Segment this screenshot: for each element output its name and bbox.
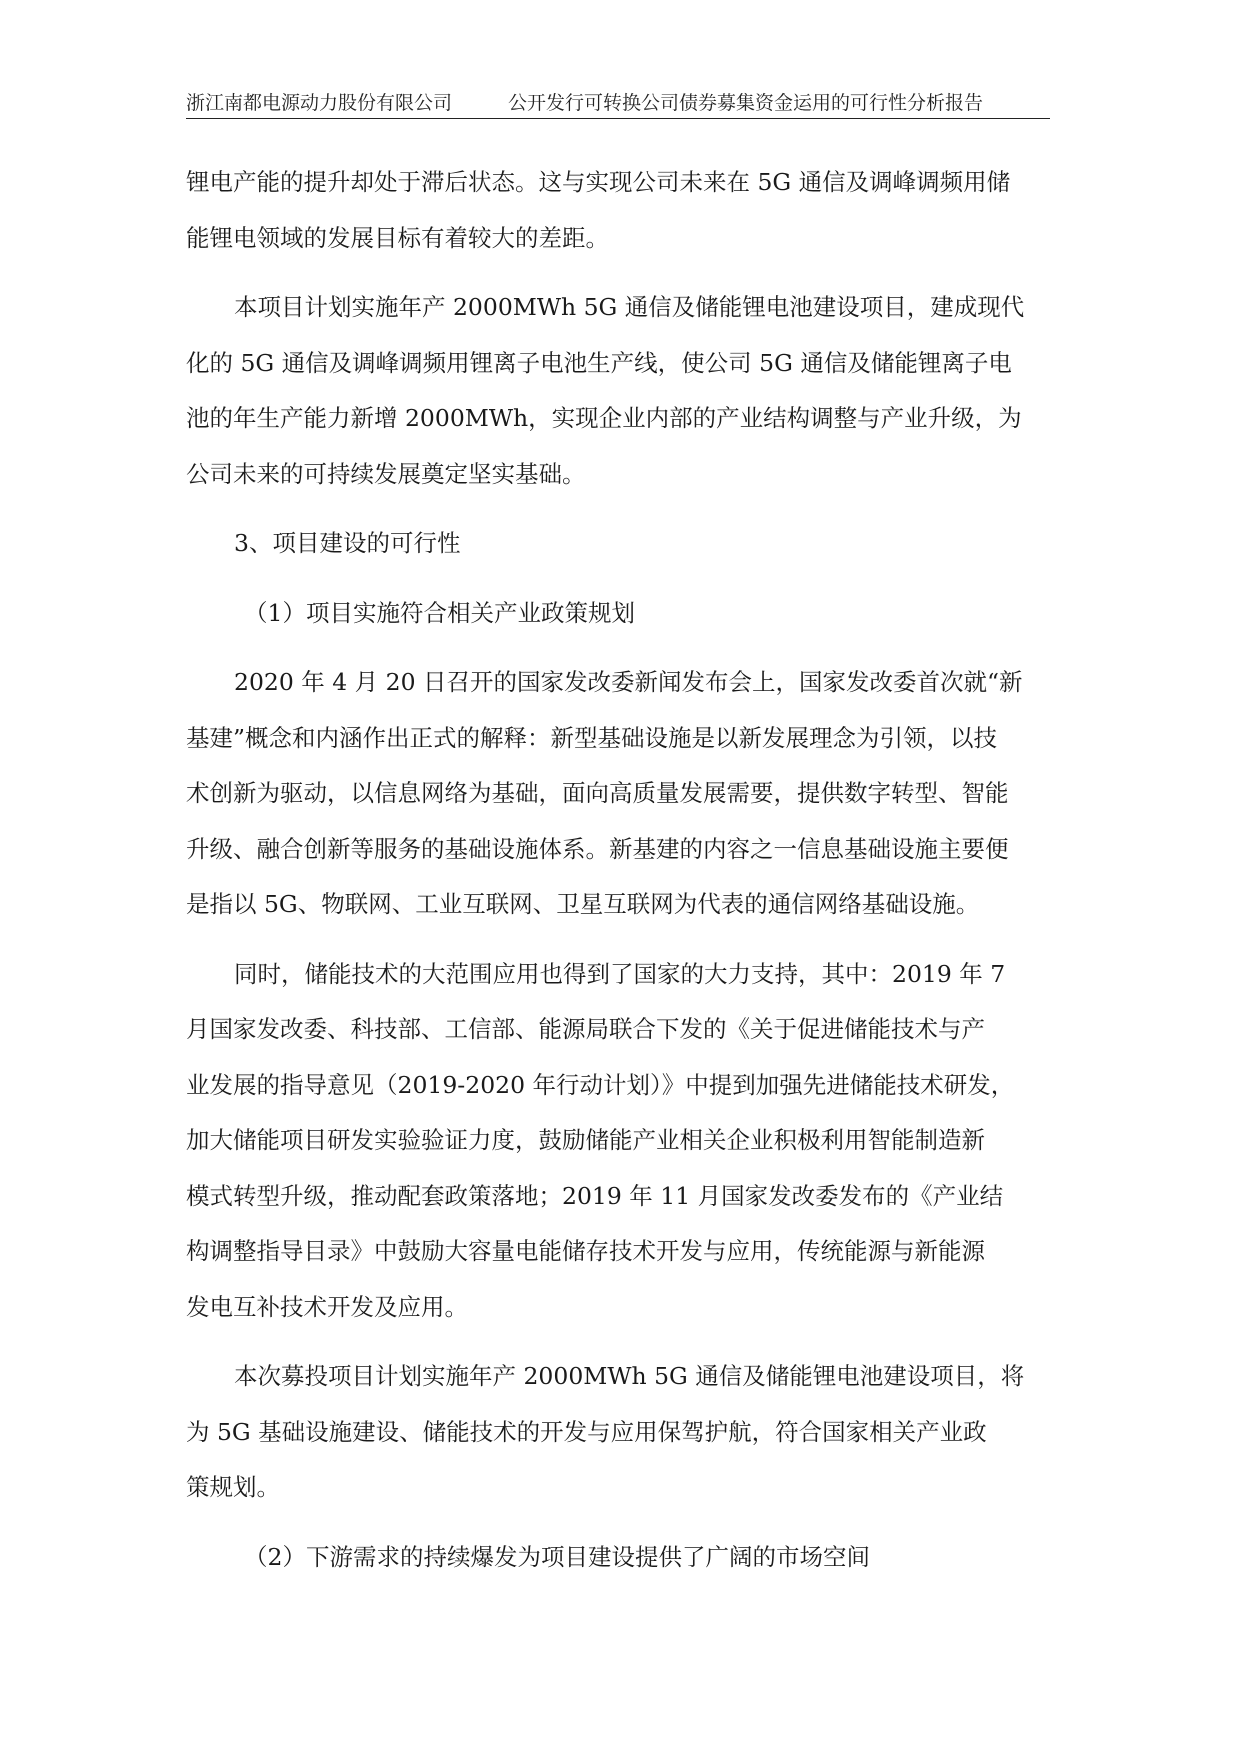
header-company-name: 浙江南都电源动力股份有限公司	[186, 92, 453, 114]
text-line: 业发展的指导意见（2019-2020 年行动计划）》中提到加强先进储能技术研发，	[186, 1070, 1015, 1099]
text-line: 模式转型升级，推动配套政策落地；2019 年 11 月国家发改委发布的《产业结	[186, 1181, 1004, 1210]
subsection-heading-policy: （1）项目实施符合相关产业政策规划	[244, 598, 635, 627]
text-line: 基建”概念和内涵作出正式的解释：新型基础设施是以新发展理念为引领，以技	[186, 723, 998, 752]
text-line: 能锂电领域的发展目标有着较大的差距。	[186, 223, 609, 252]
paragraph-project-conformity	[186, 1349, 1066, 1516]
section-heading-feasibility: 3、项目建设的可行性	[234, 529, 461, 557]
text-line: 发电互补技术开发及应用。	[186, 1292, 468, 1321]
subsection-heading-market-demand: （2）下游需求的持续爆发为项目建设提供了广阔的市场空间	[244, 1542, 870, 1571]
text-line: 为 5G 基础设施建设、储能技术的开发与应用保驾护航，符合国家相关产业政	[186, 1417, 987, 1446]
text-line: 化的 5G 通信及调峰调频用锂离子电池生产线，使公司 5G 通信及储能锂离子电	[186, 348, 1012, 377]
text-line: 策规划。	[186, 1473, 280, 1501]
paragraph-new-infrastructure	[186, 655, 1066, 933]
paragraph-capacity-lag	[186, 155, 1066, 266]
paragraph-project-plan	[186, 280, 1066, 502]
text-line: 加大储能项目研发实验验证力度，鼓励储能产业相关企业积极利用智能制造新	[186, 1126, 985, 1154]
text-line: 本次募投项目计划实施年产 2000MWh 5G 通信及储能锂电池建设项目，将	[234, 1362, 1025, 1390]
text-line: 公司未来的可持续发展奠定坚实基础。	[186, 459, 586, 488]
text-line: 本项目计划实施年产 2000MWh 5G 通信及储能锂电池建设项目，建成现代	[234, 293, 1025, 321]
document-body	[186, 155, 1066, 1599]
text-line: 是指以 5G、物联网、工业互联网、卫星互联网为代表的通信网络基础设施。	[186, 890, 980, 918]
text-line: 池的年生产能力新增 2000MWh，实现企业内部的产业结构调整与产业升级，为	[186, 404, 1022, 432]
text-line: 月国家发改委、科技部、工信部、能源局联合下发的《关于促进储能技术与产	[186, 1015, 985, 1043]
text-line: 锂电产能的提升却处于滞后状态。这与实现公司未来在 5G 通信及调峰调频用储	[186, 168, 1011, 196]
text-line: 2020 年 4 月 20 日召开的国家发改委新闻发布会上，国家发改委首次就“新	[234, 668, 1023, 696]
text-line: 升级、融合创新等服务的基础设施体系。新基建的内容之一信息基础设施主要便	[186, 834, 1009, 863]
page-header	[186, 88, 1050, 119]
paragraph-energy-storage-policy	[186, 947, 1066, 1336]
text-line: 术创新为驱动，以信息网络为基础，面向高质量发展需要，提供数字转型、智能	[186, 779, 1009, 807]
header-report-title: 公开发行可转换公司债券募集资金运用的可行性分析报告	[508, 92, 984, 114]
text-line: 构调整指导目录》中鼓励大容量电能储存技术开发与应用，传统能源与新能源	[186, 1237, 985, 1265]
text-line: 同时，储能技术的大范围应用也得到了国家的大力支持，其中：2019 年 7	[234, 959, 1006, 988]
